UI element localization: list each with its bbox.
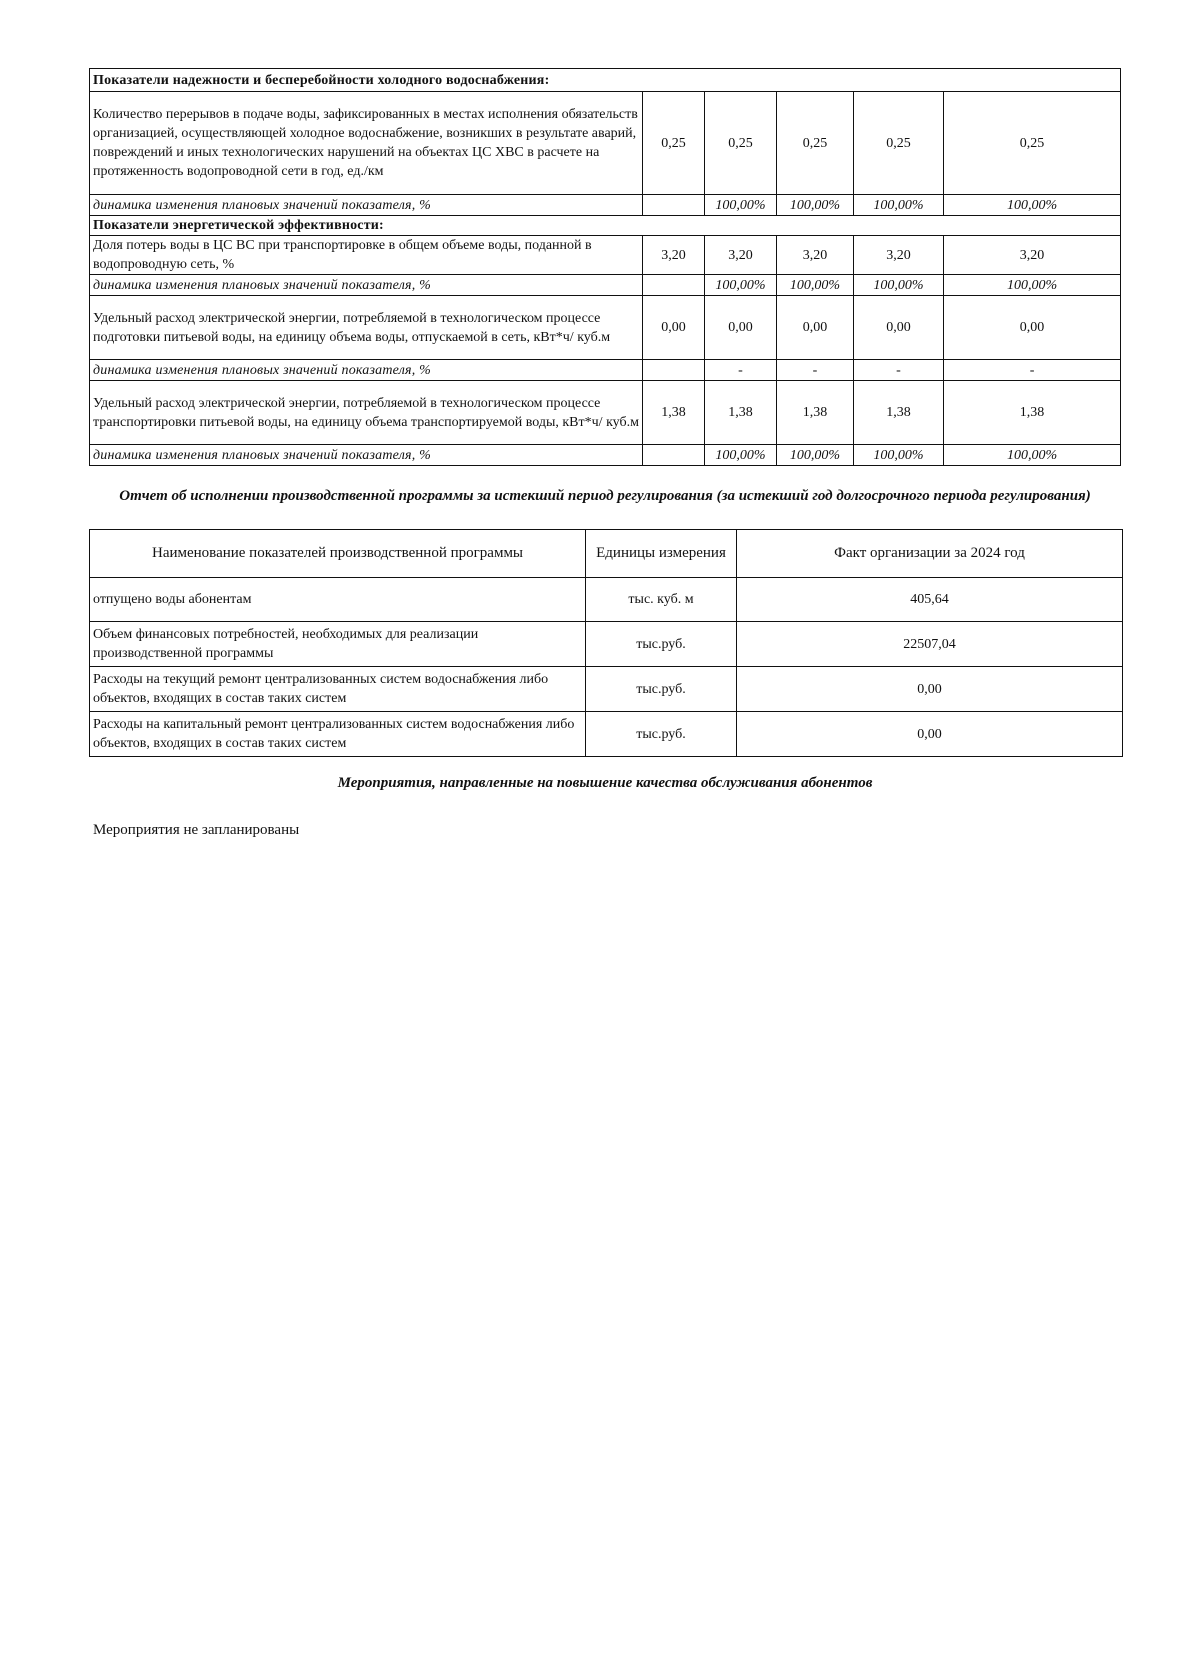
indicator-value: 0,00 (854, 296, 944, 360)
dynamics-row (90, 195, 1121, 216)
table-row (90, 667, 1123, 712)
energy-heading: Показатели энергетической эффективности: (90, 216, 1121, 236)
dynamics-value: 100,00% (777, 275, 854, 296)
dynamics-label: динамика изменения плановых значений показателя, % (90, 195, 643, 216)
table-row (90, 712, 1123, 757)
indicator-value: 0,25 (944, 92, 1121, 195)
dynamics-row (90, 275, 1121, 296)
dynamics-value: 100,00% (944, 275, 1121, 296)
measures-title: Мероприятия, направленные на повышение качества обслуживания абонентов (337, 775, 873, 791)
indicator-value: 1,38 (705, 381, 777, 445)
indicator-value: 3,20 (643, 236, 705, 275)
section-heading-row (90, 216, 1121, 236)
dynamics-value: - (705, 360, 777, 381)
indicator-value: 0,25 (777, 92, 854, 195)
indicator-row (90, 381, 1121, 445)
indicator-label: Количество перерывов в подаче воды, зафиксированных в местах исполнения обязательств организацией, осуществляющей холодное водоснабжение, возникших в результате аварий, повреждений и иных технологических нарушений на объектах ЦС ХВС в расчете на протяженность водопроводной сети в год, ед./км (90, 92, 643, 195)
indicator-value: 1,38 (643, 381, 705, 445)
indicator-value: 0,25 (705, 92, 777, 195)
dynamics-value: 100,00% (854, 275, 944, 296)
program-row-name: отпущено воды абонентам (90, 578, 586, 622)
dynamics-value: - (777, 360, 854, 381)
indicator-value: 3,20 (705, 236, 777, 275)
indicator-value: 0,00 (643, 296, 705, 360)
header-name: Наименование показателей производственной программы (90, 530, 586, 578)
dynamics-value: - (854, 360, 944, 381)
table-header-row (90, 530, 1123, 578)
indicators-table (89, 68, 1121, 466)
dynamics-value (643, 275, 705, 296)
table-row (90, 622, 1123, 667)
program-row-name: Расходы на текущий ремонт централизованных систем водоснабжения либо объектов, входящих в состав таких систем (90, 667, 586, 712)
header-unit: Единицы измерения (586, 530, 737, 578)
section-heading-row (90, 69, 1121, 92)
indicator-value: 1,38 (854, 381, 944, 445)
dynamics-value (643, 195, 705, 216)
program-row-unit: тыс.руб. (586, 712, 737, 757)
program-row-unit: тыс.руб. (586, 667, 737, 712)
dynamics-value: 100,00% (705, 275, 777, 296)
table-row (90, 578, 1123, 622)
indicator-row (90, 296, 1121, 360)
dynamics-label: динамика изменения плановых значений показателя, % (90, 275, 643, 296)
indicator-value: 0,25 (643, 92, 705, 195)
program-row-unit: тыс. куб. м (586, 578, 737, 622)
indicator-value: 0,00 (777, 296, 854, 360)
dynamics-value: 100,00% (705, 445, 777, 466)
indicator-value: 1,38 (944, 381, 1121, 445)
header-fact: Факт организации за 2024 год (737, 530, 1123, 578)
reliability-heading: Показатели надежности и бесперебойности холодного водоснабжения: (90, 69, 1121, 92)
dynamics-value: - (944, 360, 1121, 381)
report-title: Отчет об исполнении производственной программы за истекший период регулирования (за истекший год долгосрочного периода регулирования) (119, 488, 1091, 504)
indicator-value: 3,20 (854, 236, 944, 275)
indicator-value: 0,00 (944, 296, 1121, 360)
dynamics-value (643, 360, 705, 381)
dynamics-value: 100,00% (944, 195, 1121, 216)
dynamics-row (90, 360, 1121, 381)
dynamics-value: 100,00% (705, 195, 777, 216)
dynamics-label: динамика изменения плановых значений показателя, % (90, 445, 643, 466)
program-row-fact: 22507,04 (737, 622, 1123, 667)
dynamics-value: 100,00% (777, 195, 854, 216)
production-program-table (89, 529, 1123, 757)
indicator-label: Доля потерь воды в ЦС ВС при транспортировке в общем объеме воды, поданной в водопроводную сеть, % (90, 236, 643, 275)
dynamics-row (90, 445, 1121, 466)
dynamics-value (643, 445, 705, 466)
dynamics-value: 100,00% (854, 195, 944, 216)
program-row-unit: тыс.руб. (586, 622, 737, 667)
program-row-name: Расходы на капитальный ремонт централизованных систем водоснабжения либо объектов, входящих в состав таких систем (90, 712, 586, 757)
measures-text: Мероприятия не запланированы (93, 822, 300, 838)
dynamics-label: динамика изменения плановых значений показателя, % (90, 360, 643, 381)
indicator-label: Удельный расход электрической энергии, потребляемой в технологическом процессе подготовки питьевой воды, на единицу объема воды, отпускаемой в сеть, кВт*ч/ куб.м (90, 296, 643, 360)
indicator-row (90, 236, 1121, 275)
indicator-value: 3,20 (944, 236, 1121, 275)
dynamics-value: 100,00% (944, 445, 1121, 466)
indicator-row (90, 92, 1121, 195)
indicator-label: Удельный расход электрической энергии, потребляемой в технологическом процессе транспортировки питьевой воды, на единицу объема транспортируемой воды, кВт*ч/ куб.м (90, 381, 643, 445)
dynamics-value: 100,00% (777, 445, 854, 466)
program-row-name: Объем финансовых потребностей, необходимых для реализации производственной программы (90, 622, 586, 667)
indicator-value: 3,20 (777, 236, 854, 275)
program-row-fact: 0,00 (737, 667, 1123, 712)
indicator-value: 0,25 (854, 92, 944, 195)
program-row-fact: 0,00 (737, 712, 1123, 757)
indicator-value: 1,38 (777, 381, 854, 445)
indicator-value: 0,00 (705, 296, 777, 360)
dynamics-value: 100,00% (854, 445, 944, 466)
program-row-fact: 405,64 (737, 578, 1123, 622)
